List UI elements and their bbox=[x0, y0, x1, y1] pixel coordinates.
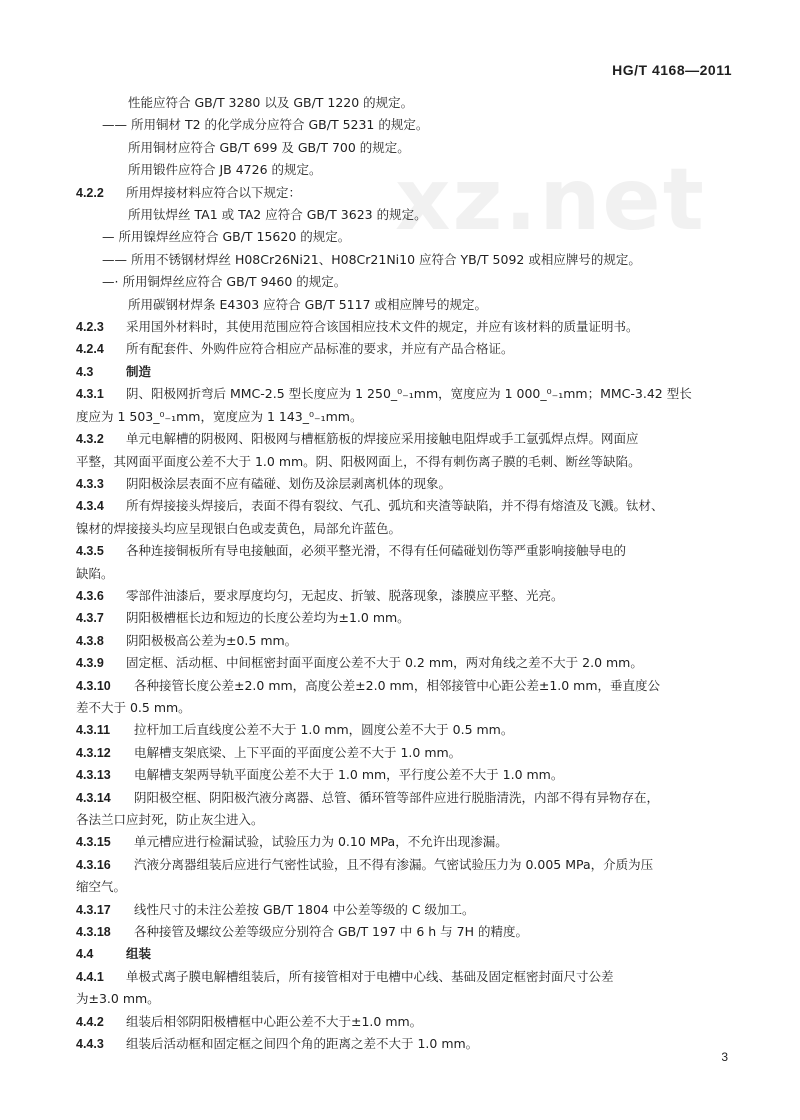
section-heading: 制造 bbox=[126, 363, 152, 379]
text-line bbox=[76, 607, 734, 629]
clause-text: —— 所用铜材 T2 的化学成分应符合 GB/T 5231 的规定。 bbox=[102, 117, 429, 133]
clause-text: —— 所用不锈钢材焊丝 H08Cr26Ni21、H08Cr21Ni10 应符合 YB/T 5092 或相应牌号的规定。 bbox=[102, 251, 641, 267]
text-line bbox=[76, 92, 734, 114]
clause-text: 各种连接铜板所有导电接触面，必须平整光滑，不得有任何磕碰划伤等严重影响接触导电的 bbox=[126, 543, 627, 559]
text-line bbox=[76, 831, 734, 853]
clause-text: 所有焊接接头焊接后，表面不得有裂纹、气孔、弧坑和夹渣等缺陷，并不得有熔渣及飞溅。钛材、 bbox=[126, 498, 664, 514]
clause-number: 4.3.10 bbox=[76, 678, 111, 693]
clause-text: 各种接管及螺纹公差等级应分别符合 GB/T 197 中 6 h 与 7H 的精度。 bbox=[134, 924, 528, 940]
text-line bbox=[76, 182, 734, 204]
clause-text: 电解槽支架底梁、上下平面的平面度公差不大于 1.0 mm。 bbox=[134, 744, 462, 760]
watermark: xz.net bbox=[395, 150, 706, 250]
clause-text: 汽液分离器组装后应进行气密性试验，且不得有渗漏。气密试验压力为 0.005 MPa，介质为压 bbox=[134, 856, 654, 872]
clause-number: 4.3.8 bbox=[76, 633, 104, 648]
text-line bbox=[76, 428, 734, 450]
clause-text: 电解槽支架两导轨平面度公差不大于 1.0 mm，平行度公差不大于 1.0 mm。 bbox=[134, 767, 564, 783]
clause-number: 4.3.5 bbox=[76, 544, 104, 559]
clause-number: 4.4 bbox=[76, 947, 94, 962]
clause-text: 零部件油漆后，要求厚度均匀，无起皮、折皱、脱落现象，漆膜应平整、光亮。 bbox=[126, 587, 564, 603]
clause-text: — 所用镍焊丝应符合 GB/T 15620 的规定。 bbox=[102, 229, 351, 245]
clause-text: 阴阳极空框、阴阳极汽液分离器、总管、循环管等部件应进行脱脂清洗，内部不得有异物存在， bbox=[134, 789, 660, 805]
clause-number: 4.3.6 bbox=[76, 588, 104, 603]
text-line bbox=[76, 876, 734, 898]
standard-code-header: HG/T 4168—2011 bbox=[612, 62, 732, 78]
clause-text: 各种接管长度公差±2.0 mm，高度公差±2.0 mm，相邻接管中心距公差±1.0 mm，垂直度公 bbox=[134, 677, 661, 693]
text-line bbox=[76, 675, 734, 697]
clause-number: 4.3.14 bbox=[76, 790, 111, 805]
clause-number: 4.3 bbox=[76, 364, 94, 379]
text-line bbox=[76, 652, 734, 674]
clause-text: 性能应符合 GB/T 3280 以及 GB/T 1220 的规定。 bbox=[128, 95, 414, 110]
text-line bbox=[76, 518, 734, 540]
page-number: 3 bbox=[721, 1050, 728, 1064]
clause-number: 4.2.4 bbox=[76, 342, 104, 357]
text-line bbox=[76, 226, 734, 248]
text-line bbox=[76, 159, 734, 181]
text-line bbox=[76, 204, 734, 226]
text-line bbox=[76, 271, 734, 293]
clause-text: 所用锻件应符合 JB 4726 的规定。 bbox=[128, 162, 322, 178]
text-line bbox=[76, 899, 734, 921]
text-line bbox=[76, 809, 734, 831]
clause-text: 平整，其网面平面度公差不大于 1.0 mm。阴、阳极网面上，不得有刺伤离子膜的毛刺、断丝等缺陷。 bbox=[76, 453, 641, 469]
clause-number: 4.2.2 bbox=[76, 185, 104, 200]
text-line bbox=[76, 943, 734, 965]
clause-number: 4.3.17 bbox=[76, 902, 111, 917]
text-line bbox=[76, 540, 734, 562]
text-line bbox=[76, 966, 734, 988]
clause-text: 阴、阳极网折弯后 MMC-2.5 型长度应为 1 250_⁰₋₁mm，宽度应为 1 000_⁰₋₁mm；MMC-3.42 型长 bbox=[126, 386, 692, 402]
text-line bbox=[76, 451, 734, 473]
text-line bbox=[76, 742, 734, 764]
clause-number: 4.4.2 bbox=[76, 1014, 104, 1029]
clause-text: 差不大于 0.5 mm。 bbox=[76, 699, 191, 715]
clause-text: 单元电解槽的阴极网、阳极网与槽框筋板的焊接应采用接触电阻焊或手工氩弧焊点焊。网面应 bbox=[126, 431, 639, 447]
clause-number: 4.2.3 bbox=[76, 320, 104, 335]
clause-number: 4.3.4 bbox=[76, 499, 104, 514]
clause-text: 缩空气。 bbox=[76, 879, 127, 895]
clause-text: 度应为 1 503_⁰₋₁mm，宽度应为 1 143_⁰₋₁mm。 bbox=[76, 408, 363, 424]
clause-text: 拉杆加工后直线度公差不大于 1.0 mm，圆度公差不大于 0.5 mm。 bbox=[134, 722, 514, 738]
clause-number: 4.3.2 bbox=[76, 432, 104, 447]
clause-text: 采用国外材料时，其使用范围应符合该国相应技术文件的规定，并应有该材料的质量证明书。 bbox=[126, 319, 639, 335]
text-line bbox=[76, 114, 734, 136]
clause-text: 组装后活动框和固定框之间四个角的距离之差不大于 1.0 mm。 bbox=[126, 1036, 479, 1052]
clause-number: 4.3.12 bbox=[76, 745, 111, 760]
text-line bbox=[76, 495, 734, 517]
text-line bbox=[76, 787, 734, 809]
clause-number: 4.4.3 bbox=[76, 1037, 104, 1052]
clause-text: 所用焊接材料应符合以下规定： bbox=[126, 184, 302, 200]
text-line bbox=[76, 585, 734, 607]
clause-number: 4.3.1 bbox=[76, 387, 104, 402]
section-heading: 组装 bbox=[126, 946, 152, 962]
clause-number: 4.3.16 bbox=[76, 857, 111, 872]
text-line bbox=[76, 988, 734, 1010]
text-line bbox=[76, 406, 734, 428]
text-line bbox=[76, 137, 734, 159]
clause-number: 4.4.1 bbox=[76, 969, 104, 984]
clause-text: 阴阳极极高公差为±0.5 mm。 bbox=[126, 632, 298, 648]
clause-text: —· 所用铜焊丝应符合 GB/T 9460 的规定。 bbox=[102, 274, 347, 290]
text-line bbox=[76, 473, 734, 495]
text-line bbox=[76, 563, 734, 585]
clause-text: 所用碳钢材焊条 E4303 应符合 GB/T 5117 或相应牌号的规定。 bbox=[128, 296, 487, 312]
text-line bbox=[76, 719, 734, 741]
clause-number: 4.3.11 bbox=[76, 723, 111, 738]
clause-text: 缺陷。 bbox=[76, 565, 114, 581]
clause-text: 单元槽应进行检漏试验，试验压力为 0.10 MPa，不允许出现渗漏。 bbox=[134, 834, 508, 850]
clause-text: 阴阳极涂层表面不应有磕碰、划伤及涂层剥离机体的现象。 bbox=[126, 475, 452, 491]
text-line bbox=[76, 697, 734, 719]
text-line bbox=[76, 249, 734, 271]
text-line bbox=[76, 921, 734, 943]
clause-text: 所用铜材应符合 GB/T 699 及 GB/T 700 的规定。 bbox=[128, 139, 410, 155]
clause-text: 组装后相邻阴阳极槽框中心距公差不大于±1.0 mm。 bbox=[126, 1013, 423, 1029]
clause-number: 4.3.15 bbox=[76, 835, 111, 850]
clause-text: 单极式离子膜电解槽组装后，所有接管相对于电槽中心线、基础及固定框密封面尺寸公差 bbox=[126, 968, 614, 984]
text-line bbox=[76, 764, 734, 786]
text-line bbox=[76, 338, 734, 360]
clause-text: 阴阳极槽框长边和短边的长度公差均为±1.0 mm。 bbox=[126, 610, 410, 626]
text-line bbox=[76, 854, 734, 876]
clause-number: 4.3.18 bbox=[76, 925, 111, 940]
clause-number: 4.3.7 bbox=[76, 611, 104, 626]
document-body bbox=[76, 92, 734, 1055]
clause-number: 4.3.13 bbox=[76, 768, 111, 783]
clause-number: 4.3.9 bbox=[76, 656, 104, 671]
text-line bbox=[76, 1011, 734, 1033]
clause-text: 固定框、活动框、中间框密封面平面度公差不大于 0.2 mm，两对角线之差不大于 2.0 mm。 bbox=[126, 655, 643, 671]
text-line bbox=[76, 383, 734, 405]
clause-number: 4.3.3 bbox=[76, 476, 104, 491]
clause-text: 线性尺寸的未注公差按 GB/T 1804 中公差等级的 C 级加工。 bbox=[134, 901, 475, 917]
text-line bbox=[76, 630, 734, 652]
text-line bbox=[76, 1033, 734, 1055]
clause-text: 所用钛焊丝 TA1 或 TA2 应符合 GB/T 3623 的规定。 bbox=[128, 207, 427, 223]
clause-text: 所有配套件、外购件应符合相应产品标准的要求，并应有产品合格证。 bbox=[126, 341, 514, 357]
text-line bbox=[76, 361, 734, 383]
clause-text: 为±3.0 mm。 bbox=[76, 991, 160, 1007]
text-line bbox=[76, 316, 734, 338]
clause-text: 镍材的焊接接头均应呈现银白色或麦黄色，局部允许蓝色。 bbox=[76, 520, 402, 536]
clause-text: 各法兰口应封死，防止灰尘进入。 bbox=[76, 812, 264, 827]
text-line bbox=[76, 294, 734, 316]
